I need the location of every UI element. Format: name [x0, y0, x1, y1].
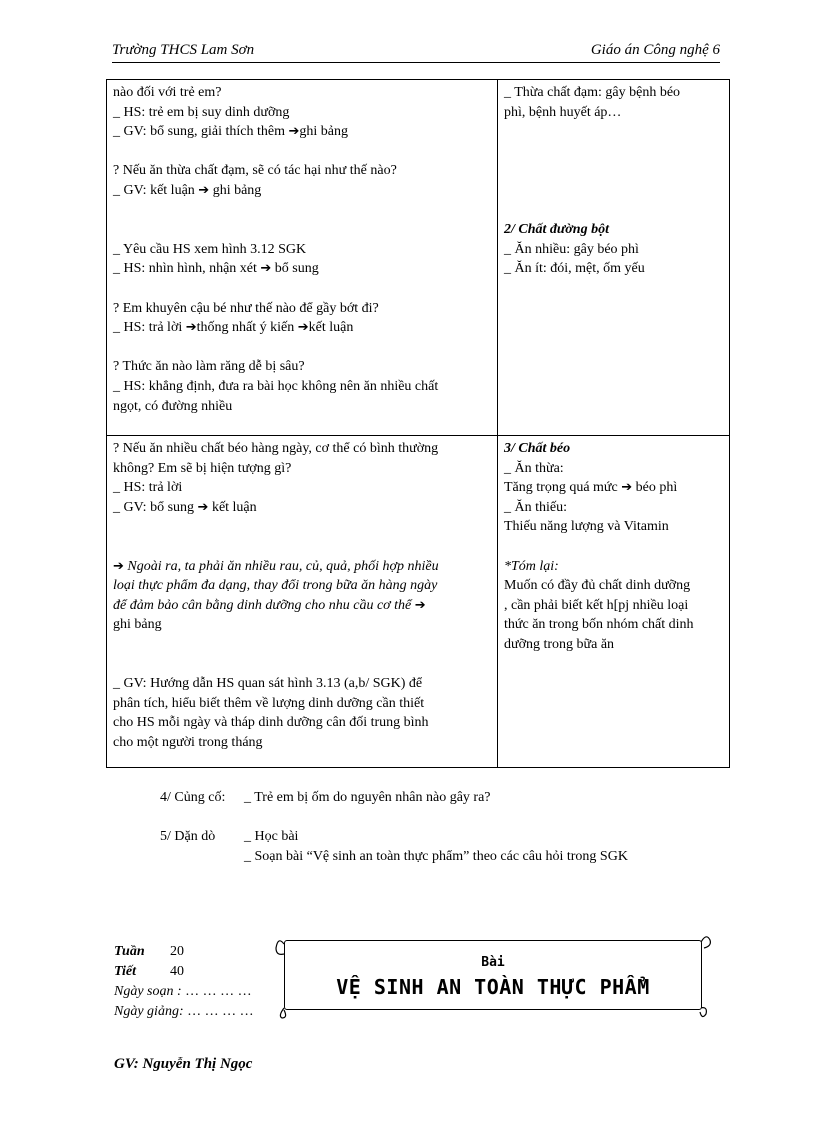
lesson-meta [114, 942, 254, 1022]
text-line: dưỡng trong bữa ăn [504, 636, 615, 652]
banner-label: Bài [481, 955, 505, 970]
text-line: _ HS: nhìn hình, nhận xét ➔ bổ sung [113, 261, 319, 277]
table-row [107, 436, 730, 768]
arrow-right-icon: ➔ [297, 320, 309, 336]
text-line: , cần phải biết kết h[pj nhiều loại [504, 597, 689, 613]
teach-date-label: Ngày giảng: [114, 1004, 184, 1019]
dan-do-item: _ Soạn bài “Vệ sinh an toàn thực phẩm” theo các câu hỏi trong SGK [244, 849, 628, 864]
text-line: cho HS mỗi ngày và tháp dinh dưỡng cân đối trung bình [113, 715, 429, 731]
banner-title: VỆ SINH AN TOÀN THỰC PHẨM [336, 975, 650, 999]
text-line: _ Ăn ít: đói, mệt, ốm yếu [504, 261, 645, 277]
text-line: _ GV: Hướng dẫn HS quan sát hình 3.13 (a,b/ SGK) để [113, 676, 423, 692]
text-line: _ HS: trẻ em bị suy dinh dưỡng [113, 104, 290, 120]
text-line: phì, bệnh huyết áp… [504, 104, 622, 120]
arrow-right-icon: ➔ [621, 480, 633, 496]
teach-date-value: … … … … [187, 1004, 254, 1019]
text-line: loại thực phẩm đa dạng, thay đổi trong bữa ăn hàng ngày [113, 578, 438, 594]
text-line: _ Ăn thiếu: [504, 499, 567, 515]
content-cell [498, 436, 730, 768]
text-line: _ HS: khẳng định, đưa ra bài học không nên ăn nhiều chất [113, 378, 439, 394]
arrow-right-icon: ➔ [414, 597, 426, 613]
teacher-activity-cell [107, 436, 498, 768]
text-line: ? Em khuyên cậu bé như thế nào để gầy bớt đi? [113, 300, 379, 316]
text-line: nào đối với trẻ em? [113, 85, 222, 100]
text-line: Tăng trọng quá mức ➔ béo phì [504, 480, 678, 496]
text-line: ? Thức ăn nào làm răng dễ bị sâu? [113, 359, 305, 375]
arrow-right-icon: ➔ [288, 124, 300, 140]
text-line: _ Ăn nhiều: gây béo phì [504, 241, 639, 257]
teacher-activity-cell [107, 80, 498, 436]
section-heading: 2/ Chất đường bột [504, 222, 609, 238]
text-line: ➔ Ngoài ra, ta phải ăn nhiều rau, củ, quả, phối hợp nhiều [113, 558, 439, 574]
text-line: _ GV: bổ sung, giải thích thêm ➔ghi bảng [113, 124, 349, 140]
text-line: ghi bảng [113, 617, 162, 633]
week-value: 20 [170, 944, 184, 959]
text-line: Muốn có đầy đủ chất dinh dưỡng [504, 578, 691, 594]
lesson-table [106, 79, 730, 768]
week-label: Tuần [114, 944, 145, 959]
text-line: _ Ăn thừa: [504, 460, 564, 476]
text-line: _ Yêu cầu HS xem hình 3.12 SGK [113, 241, 307, 257]
dan-do-label: 5/ Dặn dò [160, 829, 216, 844]
lesson-title-banner [272, 930, 712, 1020]
text-line: phân tích, hiểu biết thêm về lượng dinh dưỡng cần thiết [113, 695, 425, 711]
text-line: _ HS: trả lời ➔thống nhất ý kiến ➔kết luận [113, 320, 354, 336]
text-line: cho một người trong tháng [113, 734, 263, 750]
text-line: ? Nếu ăn thừa chất đạm, sẽ có tác hại như thế nào? [113, 163, 397, 179]
text-line: ngọt, có đường nhiều [113, 398, 233, 414]
table-row [107, 80, 730, 436]
summary-heading: *Tóm lại: [504, 558, 559, 574]
arrow-right-icon: ➔ [198, 182, 210, 198]
prep-date-label: Ngày soạn : [114, 984, 182, 999]
text-line: _ GV: kết luận ➔ ghi bảng [113, 182, 262, 198]
arrow-right-icon: ➔ [197, 499, 209, 515]
period-label: Tiết [114, 964, 137, 979]
school-name: Trường THCS Lam Sơn [112, 42, 255, 58]
arrow-right-icon: ➔ [260, 261, 272, 277]
section-heading: 3/ Chất béo [504, 441, 571, 456]
period-value: 40 [170, 964, 184, 979]
teacher-name: GV: Nguyễn Thị Ngọc [114, 1056, 253, 1072]
page-header [112, 40, 720, 63]
text-line: _ Thừa chất đạm: gây bệnh béo [504, 85, 681, 100]
text-line: Thiếu năng lượng và Vitamin [504, 519, 669, 535]
arrow-right-icon: ➔ [113, 558, 124, 574]
banner-body [284, 940, 702, 1010]
dan-do-item: _ Học bài [244, 829, 299, 844]
text-line: _ HS: trả lời [113, 480, 183, 496]
text-line: thức ăn trong bốn nhóm chất dinh [504, 617, 694, 633]
cung-co-label: 4/ Củng cố: [160, 790, 226, 805]
text-line: không? Em sẽ bị hiện tượng gì? [113, 460, 292, 476]
content-cell [498, 80, 730, 436]
subject-name: Giáo án Công nghệ 6 [590, 42, 720, 58]
cung-co-text: _ Trẻ em bị ốm do nguyên nhân nào gây ra? [244, 790, 491, 805]
text-line: để đảm bảo cân bằng dinh dưỡng cho nhu cầu cơ thể ➔ [113, 597, 426, 613]
text-line: _ GV: bổ sung ➔ kết luận [113, 499, 257, 515]
prep-date-value: … … … … [185, 984, 252, 999]
arrow-right-icon: ➔ [185, 320, 197, 336]
text-line: ? Nếu ăn nhiều chất béo hàng ngày, cơ thể có bình thường [113, 441, 439, 456]
